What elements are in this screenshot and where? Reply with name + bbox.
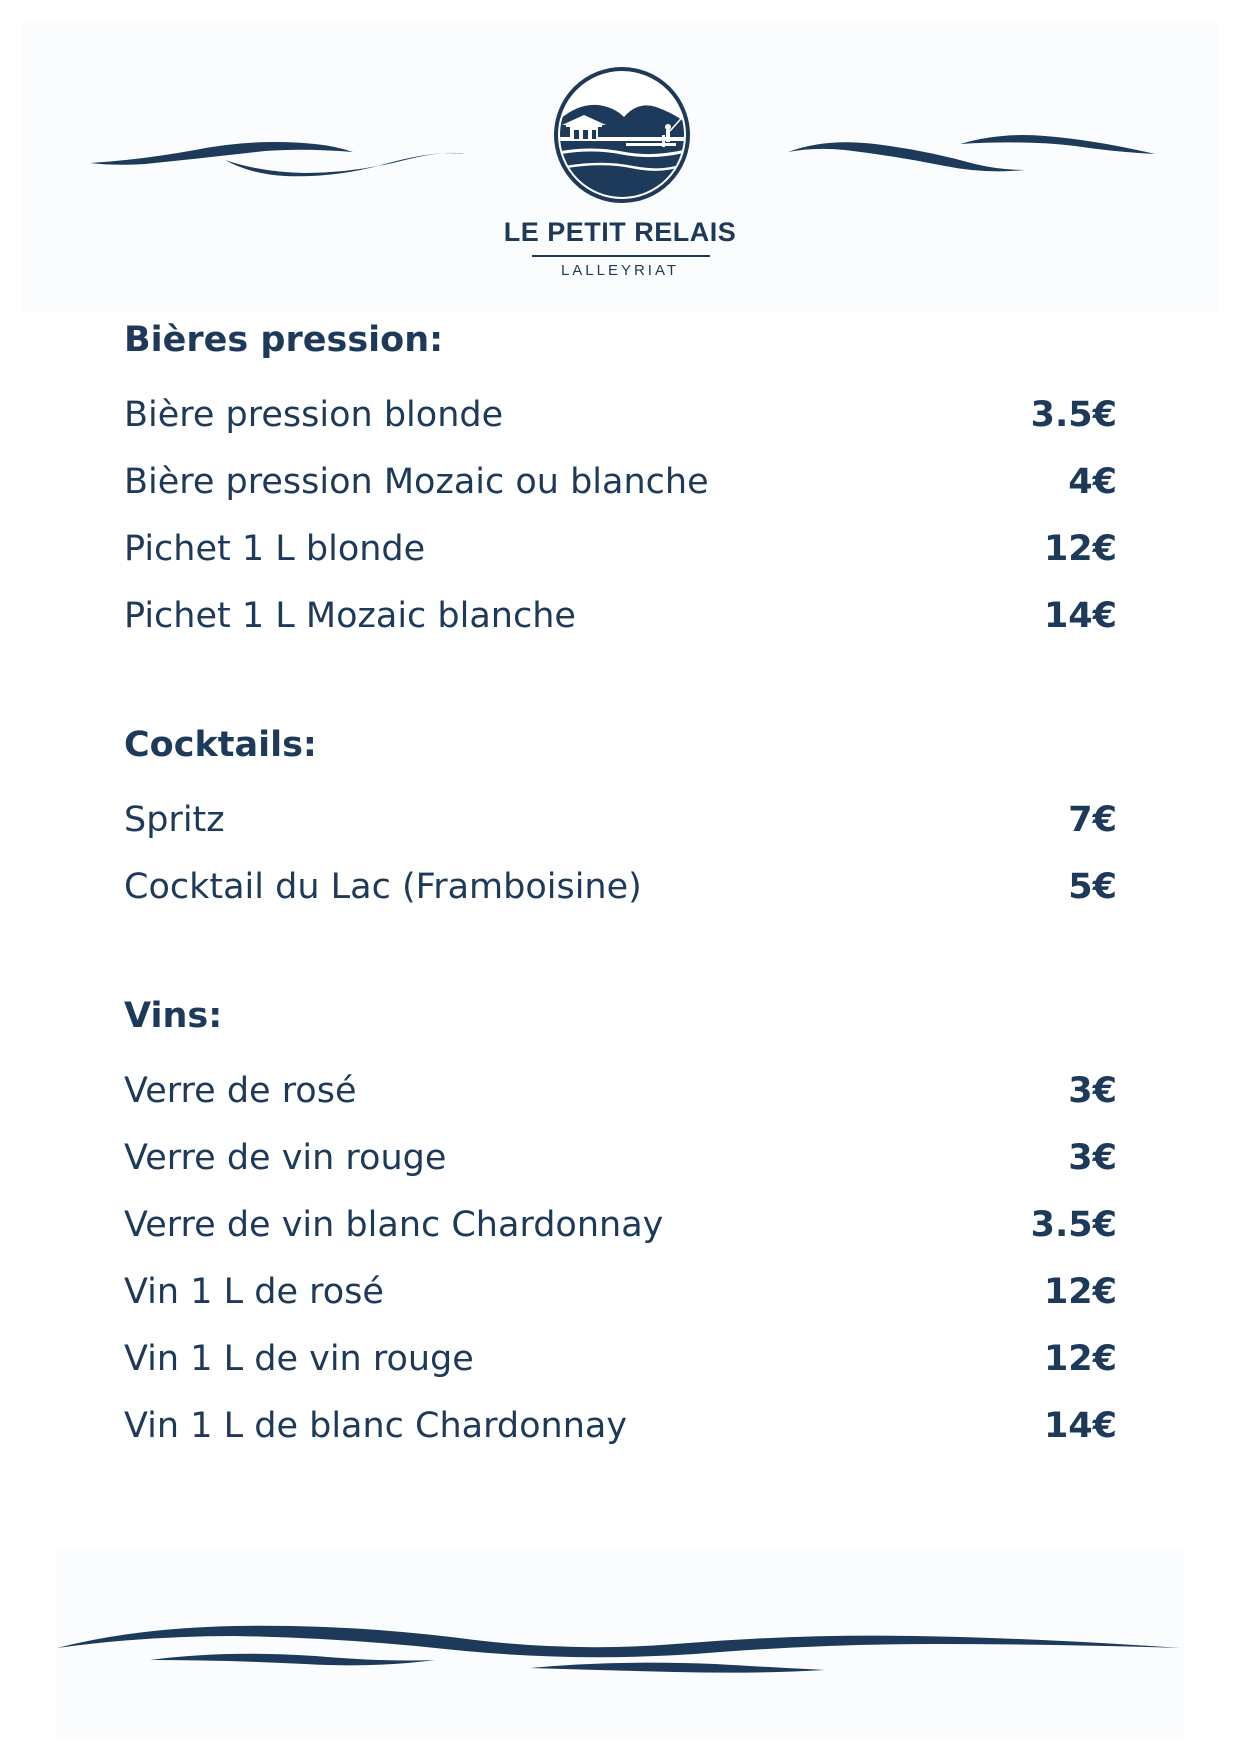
menu-item [124, 515, 1117, 582]
item-price: 14€ [1043, 595, 1117, 636]
item-name: Verre de vin blanc Chardonnay [124, 1204, 664, 1245]
item-price: 12€ [1043, 1338, 1117, 1379]
wave-ornament-bottom [55, 1610, 1185, 1690]
item-price: 3€ [1068, 1137, 1117, 1178]
menu-item [124, 381, 1117, 448]
item-name: Vin 1 L de vin rouge [124, 1338, 474, 1379]
menu-item [124, 1392, 1117, 1459]
item-price: 3.5€ [1030, 1204, 1117, 1245]
wave-ornament-top-right [785, 130, 1160, 180]
item-price: 12€ [1043, 1271, 1117, 1312]
menu-item [124, 582, 1117, 649]
lakeside-house-fisherman-logo [552, 65, 692, 205]
menu-item [124, 1191, 1117, 1258]
item-name: Verre de rosé [124, 1070, 357, 1111]
menu-item [124, 853, 1117, 920]
brand-location: LALLEYRIAT [560, 262, 680, 279]
item-name: Verre de vin rouge [124, 1137, 447, 1178]
item-price: 3.5€ [1030, 394, 1117, 435]
menu-item [124, 448, 1117, 515]
wave-ornament-top-left [85, 130, 470, 180]
item-price: 3€ [1068, 1070, 1117, 1111]
item-name: Vin 1 L de rosé [124, 1271, 384, 1312]
item-price: 12€ [1043, 528, 1117, 569]
item-price: 4€ [1068, 461, 1117, 502]
section-title: Vins: [124, 996, 223, 1036]
item-price: 5€ [1068, 866, 1117, 907]
item-name: Pichet 1 L Mozaic blanche [124, 595, 576, 636]
item-name: Bière pression Mozaic ou blanche [124, 461, 709, 502]
section-bieres-pression [124, 314, 1117, 649]
section-title: Bières pression: [124, 320, 444, 360]
menu-item [124, 1325, 1117, 1392]
brand-name: LE PETIT RELAIS [503, 217, 737, 247]
section-cocktails [124, 719, 1117, 920]
item-name: Cocktail du Lac (Framboisine) [124, 866, 642, 907]
menu-item [124, 1124, 1117, 1191]
item-price: 14€ [1043, 1405, 1117, 1446]
section-title: Cocktails: [124, 725, 317, 765]
drinks-menu [124, 314, 1117, 1529]
item-name: Spritz [124, 799, 225, 840]
menu-item [124, 1057, 1117, 1124]
section-vins [124, 990, 1117, 1459]
menu-item [124, 1258, 1117, 1325]
item-price: 7€ [1068, 799, 1117, 840]
brand-divider [532, 255, 710, 257]
item-name: Bière pression blonde [124, 394, 504, 435]
menu-item [124, 786, 1117, 853]
item-name: Vin 1 L de blanc Chardonnay [124, 1405, 628, 1446]
item-name: Pichet 1 L blonde [124, 528, 426, 569]
